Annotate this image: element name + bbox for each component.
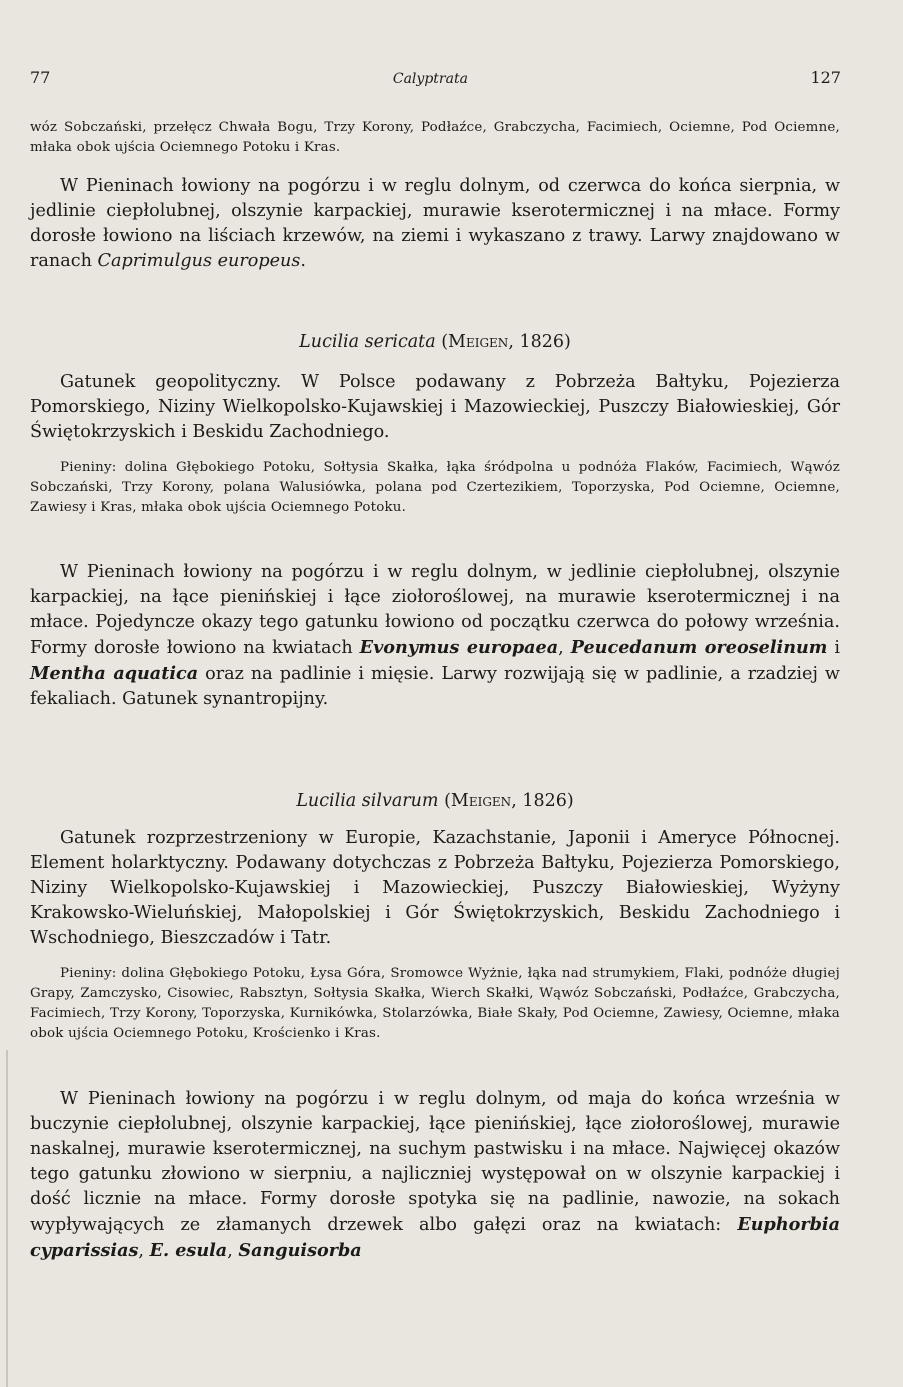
species-author: Meigen bbox=[450, 791, 512, 811]
species-name: Lucilia silvarum bbox=[296, 791, 439, 811]
plant-name-3: Mentha aquatica bbox=[30, 663, 199, 684]
species-heading-lucilia-silvarum: Lucilia silvarum (Meigen, 1826) bbox=[296, 791, 574, 811]
habitat-paragraph-2 bbox=[30, 560, 840, 712]
localities-paragraph-continued bbox=[30, 118, 840, 158]
localities-text: wóz Sobczański, przełęcz Chwała Bogu, Trzy Korony, Podłaźce, Grabczycha, Facimiech, Ociemne, Pod Ociemne, młaka obok ujścia Ociemnego Potoku i Kras. bbox=[30, 120, 840, 155]
distribution-paragraph-2 bbox=[30, 826, 840, 951]
habitat-text-1: W Pieninach łowiony na pogórzu i w reglu dolnym, od czerwca do końca sierpnia, w jedlinie ciepłolubnej, olszynie karpackiej, murawie kserotermicznej i na młace. Formy dorosłe łowiono na liściach krzewów, na ziemi i wykaszano z trawy. Larwy znajdowano w ranach Caprimulgus europeus. bbox=[30, 176, 840, 271]
plant-name-2: E. esula bbox=[149, 1240, 228, 1261]
habitat-text-3: W Pieninach łowiony na pogórzu i w reglu dolnym, od maja do końca września w buczynie ciepłolubnej, olszynie karpackiej, łące pienińskiej, łące ziołoroślowej, murawie naskalnej, murawie kserotermicznej, na suchym pastwisku i na młace. Najwięcej okazów tego gatunku złowiono w sierpniu, a najliczniej występował on w olszynie karpackiej i dość licznie na młace. Formy dorosłe spotyka się na padlinie, nawozie, na sokach wypływających ze złamanych drzewek albo gałęzi oraz na kwiatach: Euphorbia cyparissias, E. esula, Sanguisorba bbox=[30, 1089, 840, 1261]
binding-edge-shadow bbox=[6, 1050, 8, 1387]
habitat-paragraph-1 bbox=[30, 174, 840, 274]
habitat-paragraph-3 bbox=[30, 1087, 840, 1264]
plant-name-2: Peucedanum oreoselinum bbox=[570, 637, 828, 658]
species-author: Meigen bbox=[448, 332, 509, 352]
pieniny-localities-2 bbox=[30, 964, 840, 1044]
pieniny-localities-text-2: Pieniny: dolina Głębokiego Potoku, Łysa Góra, Sromowce Wyżnie, łąka nad strumykiem, Flaki, podnóże długiej Grapy, Zamczysko, Cisowiec, Rabsztyn, Sołtysia Skałka, Wierch Skałki, Wąwóz Sobczański, Podłaźce, Grabczycha, Facimiech, Trzy Korony, Toporzyska, Kurnikówka, Stolarzówka, Białe Skały, Pod Ociemne, Zawiesy, Ociemne, młaka obok ujścia Ociemnego Potoku, Krościenko i Kras. bbox=[30, 966, 840, 1041]
plant-name-1: Euphorbia cyparissias bbox=[30, 1214, 840, 1261]
distribution-text-2: Gatunek rozprzestrzeniony w Europie, Kazachstanie, Japonii i Ameryce Północnej. Element holarktyczny. Podawany dotychczas z Pobrzeża Bałtyku, Pojezierza Pomorskiego, Niziny Wielkopolsko-Kujawskiej i Mazowieckiej, Puszczy Białowieskiej, Wyżyny Krakowsko-Wieluńskiej, Małopolskiej i Gór Świętokrzyskich, Beskidu Zachodniego i Wschodniego, Bieszczadów i Tatr. bbox=[30, 828, 840, 948]
species-italic: Caprimulgus europeus bbox=[97, 251, 301, 271]
habitat-text-2: W Pieninach łowiony na pogórzu i w reglu dolnym, w jedlinie ciepłolubnej, olszynie karpackiej, na łące pienińskiej i łące ziołoroślowej, na murawie kserotermicznej i na młace. Pojedyncze okazy tego gatunku łowiono od początku czerwca do połowy września. Formy dorosłe łowiono na kwiatach Evonymus europaea, Peucedanum oreoselinum i Mentha aquatica oraz na padlinie i mięsie. Larwy rozwijają się w padlinie, a rzadziej w fekaliach. Gatunek synantropijny. bbox=[30, 562, 840, 709]
species-name: Lucilia sericata bbox=[299, 332, 436, 352]
running-title: Calyptrata bbox=[392, 71, 468, 87]
right-page-number: 127 bbox=[810, 68, 841, 87]
plant-name-1: Evonymus europaea bbox=[359, 637, 559, 658]
distribution-text-1: Gatunek geopolityczny. W Polsce podawany z Pobrzeża Bałtyku, Pojezierza Pomorskiego, Niziny Wielkopolsko-Kujawskiej i Mazowieckiej, Puszczy Białowieskiej, Gór Świętokrzyskich i Beskidu Zachodniego. bbox=[30, 372, 840, 442]
page-header bbox=[30, 68, 841, 92]
species-heading-lucilia-sericata: Lucilia sericata (Meigen, 1826) bbox=[299, 332, 571, 352]
pieniny-localities-1 bbox=[30, 458, 840, 518]
distribution-paragraph-1 bbox=[30, 370, 840, 445]
left-page-number: 77 bbox=[30, 68, 51, 87]
pieniny-localities-text-1: Pieniny: dolina Głębokiego Potoku, Sołtysia Skałka, łąka śródpolna u podnóża Flaków, Facimiech, Wąwóz Sobczański, Trzy Korony, polana Walusiówka, polana pod Czertezikiem, Toporzyska, Pod Ociemne, Ociemne, Zawiesy i Kras, młaka obok ujścia Ociemnego Potoku. bbox=[30, 460, 840, 515]
plant-name-3: Sanguisorba bbox=[238, 1240, 362, 1261]
